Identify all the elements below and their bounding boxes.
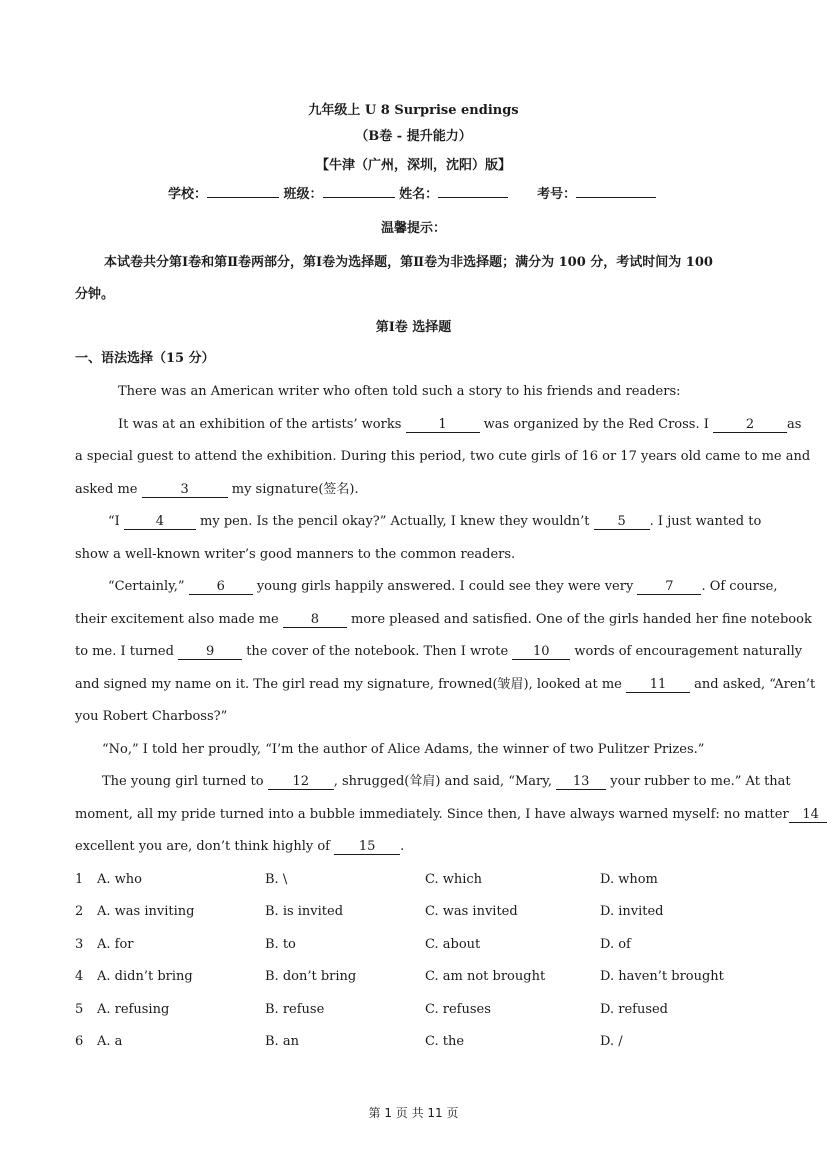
option-c[interactable]: C. was invited: [425, 904, 518, 919]
option-a[interactable]: A. was inviting: [97, 904, 195, 919]
edition-label: 【牛津（广州，深圳，沈阳）版】: [315, 158, 511, 173]
question-number: 6: [75, 1034, 84, 1049]
blank-10[interactable]: 10: [512, 644, 570, 660]
option-b[interactable]: B. is invited: [265, 904, 344, 919]
passage-line: to me. I turned 9 the cover of the notebook. Then I wrote 10 words of encouragement naturally: [75, 644, 803, 659]
question-number: 4: [75, 969, 84, 984]
passage-line: and signed my name on it. The girl read my signature, frowned(皱眉), looked at me 11 and asked, “Aren’t: [75, 677, 816, 692]
option-d[interactable]: D. haven’t brought: [600, 969, 724, 984]
exam-title: 九年级上 U 8 Surprise endings: [308, 103, 519, 118]
passage-line: There was an American writer who often told such a story to his friends and readers:: [118, 384, 681, 399]
blank-6[interactable]: 6: [189, 579, 253, 595]
blank-3[interactable]: 3: [142, 482, 228, 498]
blank-4[interactable]: 4: [124, 514, 196, 530]
option-c[interactable]: C. am not brought: [425, 969, 546, 984]
passage-line: show a well-known writer’s good manners to the common readers.: [75, 547, 516, 562]
exam-subtitle: （B卷 - 提升能力）: [355, 129, 472, 144]
name-field[interactable]: [438, 197, 508, 198]
option-b[interactable]: B. \: [265, 872, 288, 887]
school-label: 学校：: [168, 187, 208, 202]
class-label: 班级：: [283, 187, 323, 202]
option-c[interactable]: C. about: [425, 937, 481, 952]
passage-line: you Robert Charboss?”: [75, 709, 228, 724]
passage-line: moment, all my pride turned into a bubble immediately. Since then, I have always warned myself: no matter 14: [75, 806, 827, 824]
option-b[interactable]: B. to: [265, 937, 296, 952]
blank-15[interactable]: 15: [334, 839, 400, 855]
option-a[interactable]: A. a: [97, 1034, 123, 1049]
passage-line: a special guest to attend the exhibition. During this period, two cute girls of 16 or 17 years old came to me and: [75, 449, 811, 464]
blank-14[interactable]: 14: [789, 807, 827, 823]
option-b[interactable]: B. refuse: [265, 1002, 325, 1017]
name-label: 姓名：: [399, 187, 439, 202]
volume-title: 第Ⅰ卷 选择题: [375, 320, 452, 335]
blank-8[interactable]: 8: [283, 612, 347, 628]
option-a[interactable]: A. for: [97, 937, 134, 952]
blank-11[interactable]: 11: [626, 677, 690, 693]
student-info-row: [168, 186, 656, 204]
option-a[interactable]: A. didn’t bring: [97, 969, 193, 984]
question-number: 2: [75, 904, 84, 919]
passage-line: The young girl turned to 12 , shrugged(耸肩) and said, “Mary, 13 your rubber to me.” At that: [102, 774, 791, 789]
blank-7[interactable]: 7: [637, 579, 701, 595]
option-d[interactable]: D. invited: [600, 904, 664, 919]
id-field[interactable]: [576, 197, 656, 198]
option-c[interactable]: C. the: [425, 1034, 465, 1049]
blank-5[interactable]: 5: [594, 514, 650, 530]
notice-text-line1: 本试卷共分第Ⅰ卷和第Ⅱ卷两部分，第Ⅰ卷为选择题，第Ⅱ卷为非选择题；满分为 100 分，考试时间为 100: [104, 255, 713, 270]
id-label: 考号：: [537, 187, 577, 202]
blank-2[interactable]: 2: [713, 417, 787, 433]
option-c[interactable]: C. refuses: [425, 1002, 491, 1017]
passage-line: “I 4 my pen. Is the pencil okay?” Actually, I knew they wouldn’t 5 . I just wanted to: [108, 514, 762, 529]
blank-1[interactable]: 1: [406, 417, 480, 433]
question-number: 1: [75, 872, 84, 887]
passage-line: excellent you are, don’t think highly of 15 .: [75, 839, 405, 854]
question-number: 5: [75, 1002, 84, 1017]
passage-line: their excitement also made me 8 more pleased and satisfied. One of the girls handed her fine notebook: [75, 612, 812, 627]
question-number: 3: [75, 937, 84, 952]
option-d[interactable]: D. whom: [600, 872, 658, 887]
passage-line: It was at an exhibition of the artists’ works 1 was organized by the Red Cross. I 2 as: [118, 417, 802, 432]
blank-13[interactable]: 13: [556, 774, 606, 790]
class-field[interactable]: [323, 197, 395, 198]
option-a[interactable]: A. refusing: [97, 1002, 170, 1017]
notice-text-line2: 分钟。: [75, 287, 115, 302]
notice-heading: 温馨提示：: [380, 221, 446, 236]
option-c[interactable]: C. which: [425, 872, 483, 887]
passage-line: asked me 3 my signature(签名).: [75, 482, 359, 497]
option-a[interactable]: A. who: [97, 872, 142, 887]
part-title: 一、语法选择（15 分）: [75, 351, 215, 366]
option-d[interactable]: D. refused: [600, 1002, 669, 1017]
school-field[interactable]: [207, 197, 279, 198]
option-b[interactable]: B. don’t bring: [265, 969, 357, 984]
blank-12[interactable]: 12: [268, 774, 334, 790]
passage-line: “Certainly,” 6 young girls happily answered. I could see they were very 7 . Of course,: [108, 579, 778, 594]
blank-9[interactable]: 9: [178, 644, 242, 660]
option-b[interactable]: B. an: [265, 1034, 299, 1049]
option-d[interactable]: D. /: [600, 1034, 623, 1049]
passage-line: “No,” I told her proudly, “I’m the author of Alice Adams, the winner of two Pulitzer Prizes.”: [102, 742, 705, 757]
option-d[interactable]: D. of: [600, 937, 631, 952]
page-number-footer: 第 1 页 共 11 页: [368, 1106, 459, 1120]
